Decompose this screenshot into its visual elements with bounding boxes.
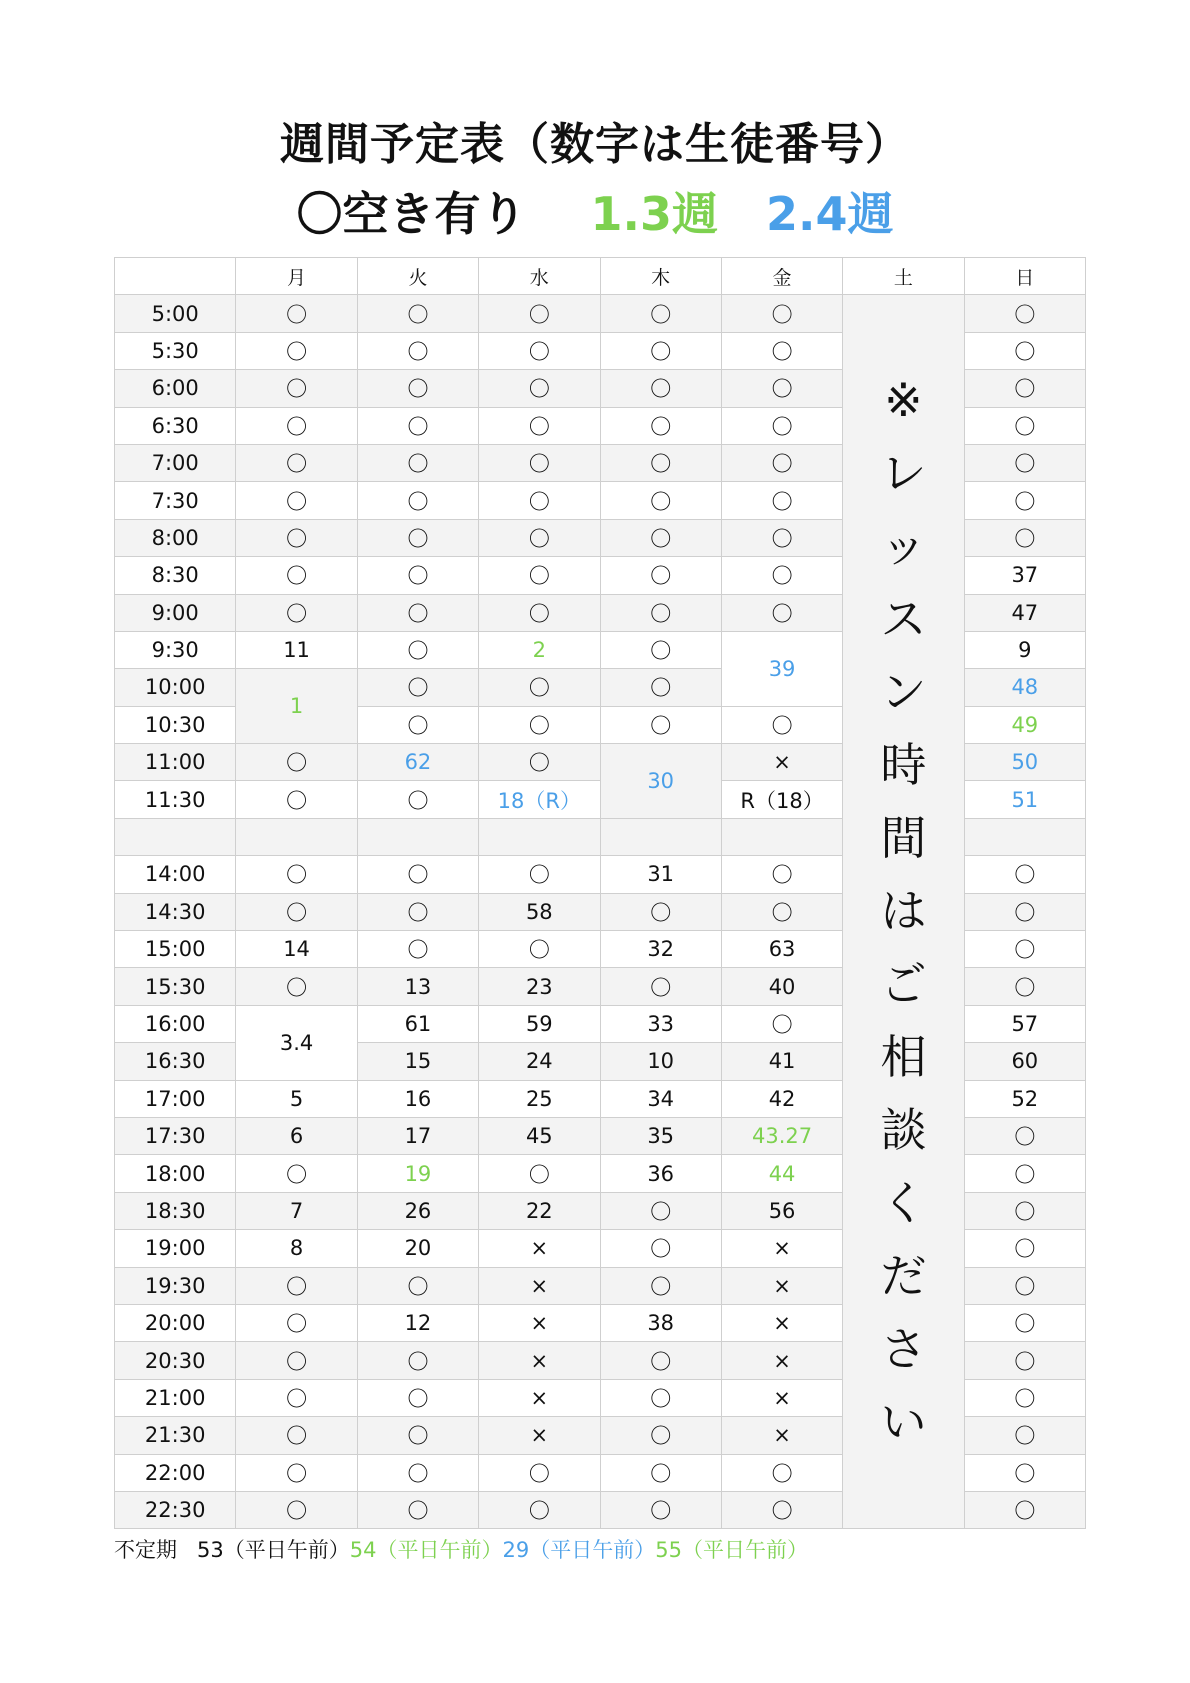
- slot-cell: 〇: [357, 332, 478, 369]
- slot-cell: ×: [479, 1230, 600, 1267]
- note-char: ※: [884, 373, 923, 428]
- slot-cell: 〇: [357, 482, 478, 519]
- slot-cell: [479, 818, 600, 855]
- slot-cell: 24: [479, 1043, 600, 1080]
- slot-cell: ×: [721, 744, 842, 781]
- legend-week-2-4: 2.4週: [766, 187, 894, 241]
- slot-cell: 〇: [600, 669, 721, 706]
- slot-cell: R（18）: [721, 781, 842, 818]
- slot-cell: 〇: [600, 1230, 721, 1267]
- slot-cell: 〇: [600, 519, 721, 556]
- slot-cell: 〇: [964, 1155, 1085, 1192]
- saturday-note-cell: [843, 295, 964, 1529]
- slot-cell: 〇: [964, 893, 1085, 930]
- slot-cell: 〇: [964, 1192, 1085, 1229]
- note-char: さ: [880, 1322, 927, 1377]
- table-row: [115, 295, 1086, 332]
- time-cell: 10:00: [115, 669, 236, 706]
- time-cell: 8:30: [115, 557, 236, 594]
- slot-cell: 〇: [721, 557, 842, 594]
- slot-cell: 〇: [357, 893, 478, 930]
- note-char: は: [880, 884, 927, 939]
- weekly-schedule-table: [114, 257, 1086, 1529]
- slot-cell: ×: [721, 1230, 842, 1267]
- note-char: 間: [880, 811, 927, 866]
- slot-cell: 39: [721, 631, 842, 706]
- time-cell: 5:30: [115, 332, 236, 369]
- legend-available: 〇空き有り: [296, 187, 527, 241]
- time-cell: 6:00: [115, 370, 236, 407]
- slot-cell: 〇: [357, 407, 478, 444]
- note-char: だ: [880, 1249, 927, 1304]
- slot-cell: 15: [357, 1043, 478, 1080]
- slot-cell: 〇: [600, 332, 721, 369]
- slot-cell: 36: [600, 1155, 721, 1192]
- time-cell: 19:00: [115, 1230, 236, 1267]
- slot-cell: 〇: [964, 444, 1085, 481]
- footer-item: 54（平日午前）: [349, 1538, 503, 1562]
- slot-cell: 〇: [357, 1491, 478, 1528]
- slot-cell: ×: [479, 1417, 600, 1454]
- slot-cell: 18（R）: [479, 781, 600, 818]
- slot-cell: 10: [600, 1043, 721, 1080]
- slot-cell: 〇: [357, 519, 478, 556]
- slot-cell: 〇: [600, 594, 721, 631]
- header-fri: 金: [721, 258, 842, 295]
- slot-cell: 〇: [600, 1491, 721, 1528]
- slot-cell: 〇: [600, 444, 721, 481]
- slot-cell: 11: [236, 631, 357, 668]
- table-header-row: [115, 258, 1086, 295]
- time-cell: [115, 818, 236, 855]
- slot-cell: 6: [236, 1117, 357, 1154]
- slot-cell: 〇: [236, 1342, 357, 1379]
- slot-cell: 〇: [236, 1304, 357, 1341]
- slot-cell: 〇: [236, 1491, 357, 1528]
- slot-cell: 61: [357, 1005, 478, 1042]
- slot-cell: 40: [721, 968, 842, 1005]
- slot-cell: 57: [964, 1005, 1085, 1042]
- slot-cell: [236, 818, 357, 855]
- slot-cell: 60: [964, 1043, 1085, 1080]
- slot-cell: 〇: [479, 706, 600, 743]
- slot-cell: 37: [964, 557, 1085, 594]
- slot-cell: 〇: [721, 519, 842, 556]
- slot-cell: 〇: [236, 893, 357, 930]
- slot-cell: 〇: [479, 557, 600, 594]
- slot-cell: 45: [479, 1117, 600, 1154]
- slot-cell: 〇: [479, 295, 600, 332]
- saturday-note: [843, 364, 963, 1459]
- slot-cell: ×: [479, 1267, 600, 1304]
- footer-item: 53（平日午前）: [197, 1538, 350, 1562]
- slot-cell: 〇: [721, 295, 842, 332]
- slot-cell: 〇: [964, 295, 1085, 332]
- time-cell: 22:30: [115, 1491, 236, 1528]
- slot-cell: 〇: [357, 1454, 478, 1491]
- time-cell: 15:30: [115, 968, 236, 1005]
- time-cell: 9:00: [115, 594, 236, 631]
- slot-cell: 7: [236, 1192, 357, 1229]
- slot-cell: 〇: [721, 1491, 842, 1528]
- slot-cell: ×: [479, 1304, 600, 1341]
- slot-cell: 52: [964, 1080, 1085, 1117]
- slot-cell: 2: [479, 631, 600, 668]
- slot-cell: 38: [600, 1304, 721, 1341]
- legend: [0, 178, 1190, 244]
- note-char: ご: [880, 957, 927, 1012]
- slot-cell: 〇: [357, 444, 478, 481]
- time-cell: 16:00: [115, 1005, 236, 1042]
- note-char: レ: [880, 446, 927, 501]
- slot-cell: 〇: [964, 519, 1085, 556]
- slot-cell: 〇: [964, 1491, 1085, 1528]
- slot-cell: 〇: [600, 1379, 721, 1416]
- time-cell: 20:00: [115, 1304, 236, 1341]
- slot-cell: 〇: [357, 856, 478, 893]
- slot-cell: 〇: [236, 781, 357, 818]
- slot-cell: [357, 818, 478, 855]
- slot-cell: [964, 818, 1085, 855]
- slot-cell: 16: [357, 1080, 478, 1117]
- slot-cell: 50: [964, 744, 1085, 781]
- note-char: 談: [880, 1103, 927, 1158]
- slot-cell: 〇: [357, 370, 478, 407]
- slot-cell: 〇: [236, 856, 357, 893]
- slot-cell: 9: [964, 631, 1085, 668]
- slot-cell: 30: [600, 744, 721, 819]
- time-cell: 7:00: [115, 444, 236, 481]
- slot-cell: ×: [721, 1342, 842, 1379]
- slot-cell: 〇: [600, 370, 721, 407]
- slot-cell: 49: [964, 706, 1085, 743]
- slot-cell: 35: [600, 1117, 721, 1154]
- slot-cell: 14: [236, 931, 357, 968]
- slot-cell: 〇: [236, 295, 357, 332]
- slot-cell: 〇: [479, 407, 600, 444]
- slot-cell: 〇: [964, 1342, 1085, 1379]
- slot-cell: 〇: [600, 1342, 721, 1379]
- slot-cell: ×: [721, 1379, 842, 1416]
- slot-cell: 58: [479, 893, 600, 930]
- slot-cell: 〇: [600, 1267, 721, 1304]
- slot-cell: 26: [357, 1192, 478, 1229]
- note-char: ッ: [880, 519, 927, 574]
- slot-cell: 〇: [721, 706, 842, 743]
- note-char: ン: [880, 665, 927, 720]
- time-cell: 9:30: [115, 631, 236, 668]
- slot-cell: 〇: [721, 407, 842, 444]
- slot-cell: ×: [721, 1417, 842, 1454]
- header-time-corner: [115, 258, 236, 295]
- slot-cell: 〇: [964, 370, 1085, 407]
- slot-cell: 〇: [357, 631, 478, 668]
- header-sat: 土: [843, 258, 964, 295]
- slot-cell: 19: [357, 1155, 478, 1192]
- slot-cell: 〇: [600, 1192, 721, 1229]
- footer-label: 不定期: [114, 1538, 177, 1562]
- slot-cell: 〇: [964, 1117, 1085, 1154]
- slot-cell: 〇: [357, 706, 478, 743]
- slot-cell: 〇: [357, 1417, 478, 1454]
- slot-cell: 〇: [236, 1454, 357, 1491]
- slot-cell: 〇: [479, 594, 600, 631]
- slot-cell: 〇: [479, 931, 600, 968]
- slot-cell: 〇: [600, 482, 721, 519]
- slot-cell: 〇: [964, 1230, 1085, 1267]
- legend-week-1-3: 1.3週: [590, 187, 718, 241]
- slot-cell: 33: [600, 1005, 721, 1042]
- slot-cell: 〇: [721, 856, 842, 893]
- slot-cell: 1: [236, 669, 357, 744]
- slot-cell: 〇: [236, 407, 357, 444]
- slot-cell: 5: [236, 1080, 357, 1117]
- slot-cell: 3.4: [236, 1005, 357, 1080]
- header-wed: 水: [479, 258, 600, 295]
- slot-cell: 〇: [964, 1379, 1085, 1416]
- footer-item: 29（平日午前）: [502, 1538, 656, 1562]
- slot-cell: 43.27: [721, 1117, 842, 1154]
- note-char: く: [880, 1176, 927, 1231]
- time-cell: 20:30: [115, 1342, 236, 1379]
- irregular-students-note: [114, 1534, 808, 1564]
- slot-cell: 〇: [600, 893, 721, 930]
- slot-cell: 〇: [600, 1454, 721, 1491]
- slot-cell: 〇: [721, 370, 842, 407]
- slot-cell: 〇: [236, 968, 357, 1005]
- slot-cell: 〇: [479, 744, 600, 781]
- slot-cell: 〇: [964, 407, 1085, 444]
- time-cell: 17:00: [115, 1080, 236, 1117]
- time-cell: 15:00: [115, 931, 236, 968]
- slot-cell: 〇: [721, 893, 842, 930]
- slot-cell: ×: [479, 1342, 600, 1379]
- slot-cell: 〇: [236, 1267, 357, 1304]
- slot-cell: 〇: [236, 332, 357, 369]
- slot-cell: ×: [721, 1267, 842, 1304]
- slot-cell: 〇: [357, 1342, 478, 1379]
- slot-cell: 〇: [964, 968, 1085, 1005]
- slot-cell: 〇: [357, 594, 478, 631]
- slot-cell: 13: [357, 968, 478, 1005]
- slot-cell: 〇: [964, 856, 1085, 893]
- slot-cell: 〇: [721, 482, 842, 519]
- slot-cell: 〇: [964, 1454, 1085, 1491]
- slot-cell: 〇: [600, 968, 721, 1005]
- time-cell: 7:30: [115, 482, 236, 519]
- slot-cell: 〇: [236, 557, 357, 594]
- slot-cell: 〇: [600, 295, 721, 332]
- slot-cell: 〇: [721, 594, 842, 631]
- slot-cell: 〇: [479, 669, 600, 706]
- slot-cell: ×: [721, 1304, 842, 1341]
- slot-cell: 〇: [600, 557, 721, 594]
- slot-cell: 〇: [357, 1267, 478, 1304]
- slot-cell: 〇: [721, 332, 842, 369]
- slot-cell: 34: [600, 1080, 721, 1117]
- time-cell: 17:30: [115, 1117, 236, 1154]
- header-tue: 火: [357, 258, 478, 295]
- slot-cell: 〇: [600, 631, 721, 668]
- slot-cell: 20: [357, 1230, 478, 1267]
- slot-cell: 〇: [236, 1379, 357, 1416]
- slot-cell: 〇: [964, 1304, 1085, 1341]
- slot-cell: 〇: [964, 332, 1085, 369]
- slot-cell: 〇: [600, 1417, 721, 1454]
- slot-cell: 〇: [357, 669, 478, 706]
- slot-cell: 〇: [600, 407, 721, 444]
- slot-cell: 〇: [479, 1454, 600, 1491]
- header-sun: 日: [964, 258, 1085, 295]
- slot-cell: [721, 818, 842, 855]
- slot-cell: 12: [357, 1304, 478, 1341]
- slot-cell: 47: [964, 594, 1085, 631]
- slot-cell: 〇: [479, 444, 600, 481]
- slot-cell: 〇: [721, 1005, 842, 1042]
- time-cell: 19:30: [115, 1267, 236, 1304]
- slot-cell: 〇: [479, 519, 600, 556]
- time-cell: 22:00: [115, 1454, 236, 1491]
- slot-cell: 25: [479, 1080, 600, 1117]
- slot-cell: 〇: [357, 295, 478, 332]
- slot-cell: 31: [600, 856, 721, 893]
- slot-cell: 59: [479, 1005, 600, 1042]
- slot-cell: 〇: [479, 1491, 600, 1528]
- note-char: 時: [880, 738, 927, 793]
- slot-cell: 42: [721, 1080, 842, 1117]
- slot-cell: 〇: [964, 482, 1085, 519]
- time-cell: 8:00: [115, 519, 236, 556]
- time-cell: 6:30: [115, 407, 236, 444]
- slot-cell: 8: [236, 1230, 357, 1267]
- slot-cell: 〇: [479, 482, 600, 519]
- slot-cell: 〇: [236, 1417, 357, 1454]
- slot-cell: 〇: [236, 594, 357, 631]
- slot-cell: 〇: [964, 1267, 1085, 1304]
- note-char: 相: [880, 1030, 927, 1085]
- slot-cell: 〇: [964, 1417, 1085, 1454]
- time-cell: 14:00: [115, 856, 236, 893]
- time-cell: 18:00: [115, 1155, 236, 1192]
- time-cell: 10:30: [115, 706, 236, 743]
- slot-cell: 〇: [600, 706, 721, 743]
- slot-cell: 〇: [964, 931, 1085, 968]
- slot-cell: 〇: [236, 370, 357, 407]
- slot-cell: 22: [479, 1192, 600, 1229]
- slot-cell: 62: [357, 744, 478, 781]
- slot-cell: 〇: [236, 744, 357, 781]
- slot-cell: 63: [721, 931, 842, 968]
- time-cell: 14:30: [115, 893, 236, 930]
- time-cell: 21:00: [115, 1379, 236, 1416]
- slot-cell: ×: [479, 1379, 600, 1416]
- slot-cell: 56: [721, 1192, 842, 1229]
- slot-cell: 〇: [357, 1379, 478, 1416]
- note-char: い: [880, 1395, 927, 1450]
- note-char: ス: [880, 592, 927, 647]
- slot-cell: 〇: [236, 519, 357, 556]
- slot-cell: 〇: [479, 370, 600, 407]
- slot-cell: 〇: [236, 444, 357, 481]
- time-cell: 21:30: [115, 1417, 236, 1454]
- slot-cell: 41: [721, 1043, 842, 1080]
- time-cell: 16:30: [115, 1043, 236, 1080]
- slot-cell: 〇: [479, 332, 600, 369]
- page-title: 週間予定表（数字は生徒番号）: [280, 119, 910, 170]
- slot-cell: 〇: [236, 482, 357, 519]
- slot-cell: 〇: [357, 781, 478, 818]
- slot-cell: 〇: [236, 1155, 357, 1192]
- slot-cell: 〇: [721, 1454, 842, 1491]
- slot-cell: 〇: [357, 557, 478, 594]
- time-cell: 11:00: [115, 744, 236, 781]
- slot-cell: 23: [479, 968, 600, 1005]
- slot-cell: 〇: [721, 444, 842, 481]
- slot-cell: 48: [964, 669, 1085, 706]
- slot-cell: 〇: [479, 1155, 600, 1192]
- time-cell: 11:30: [115, 781, 236, 818]
- time-cell: 18:30: [115, 1192, 236, 1229]
- slot-cell: 〇: [357, 931, 478, 968]
- time-cell: 5:00: [115, 295, 236, 332]
- slot-cell: 32: [600, 931, 721, 968]
- slot-cell: 51: [964, 781, 1085, 818]
- slot-cell: 17: [357, 1117, 478, 1154]
- slot-cell: 〇: [479, 856, 600, 893]
- slot-cell: 44: [721, 1155, 842, 1192]
- header-mon: 月: [236, 258, 357, 295]
- header-thu: 木: [600, 258, 721, 295]
- footer-item: 55（平日午前）: [655, 1538, 808, 1562]
- slot-cell: [600, 818, 721, 855]
